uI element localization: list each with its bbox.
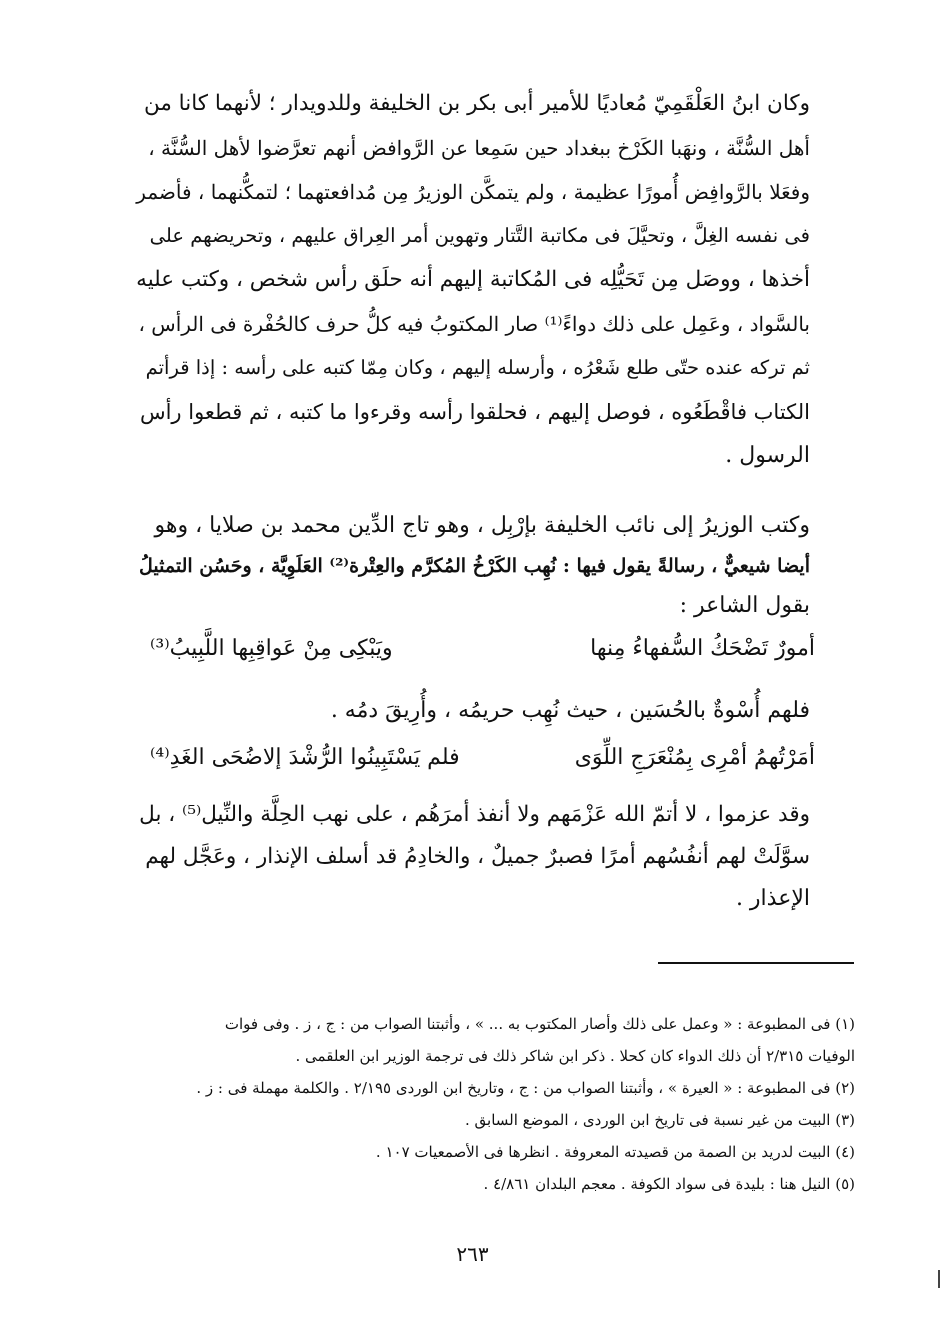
text-line: سوَّلَتْ لهم أنفُسُهم أمرًا فصبرٌ جميلٌ ، والخادِمُ قد أسلف الإنذار ، وعَجَّل لهم [145,844,810,869]
text-line: ثم تركه عنده حتّى طلع شَعْرُه ، وأرسله إليهم ، وكان مِمّا كتبه على رأسه : إذا قرأتم [145,356,810,379]
footnote-line: الوفيات ٢/٣١٥ أن ذلك الدواء كان كحلا . ذكر ابن شاكر ذلك فى ترجمة الوزير ابن العلقمى . [295,1047,855,1065]
text-line: أيضا شيعيٌّ ، رسالةً يقول فيها : نُهِب الكَرْخُ المُكرَّم والعِتْرة⁽²⁾ العَلَوِيَّة ، وحَسُن التمثيلُ [139,555,810,577]
text-line: وفعَلا بالرَّوافِض أُمورًا عظيمة ، ولم يتمكَّن الوزيرُ مِن مُدافعتهما ؛ لتمكُّنهما ، فأضمر [136,180,810,204]
footnote-line: (٣) البيت من غير نسبة فى تاريخ ابن الوردى ، الموضع السابق . [464,1111,855,1129]
text-line: بالسَّواد ، وعَمِل على ذلك دواءً⁽¹⁾ صار المكتوبُ فيه كلُّ حرف كالحُفْرة فى الرأس ، [138,312,810,336]
text-line: وكتب الوزيرُ إلى نائب الخليفة بإرْبِل ، وهو تاج الدِّين محمد بن صلايا ، وهو [154,513,810,538]
footnote-line: (١) فى المطبوعة : « وعمل على ذلك وأصار المكتوب به ... » ، وأثبتنا الصواب من : ج ، ز . وفى فوات [224,1015,855,1033]
page-number: ٢٦٣ [456,1242,489,1266]
text-line: أهل السُّنَّة ، ونهَبا الكَرْخ ببغداد حين سَمِعا عن الرَّوافض أنهم تعرَّضوا لأهل السُّنَّة ، [148,136,810,160]
verse-hemistich-1: أمَرْتُهمُ أمْرِى بِمُنْعَرَجِ اللِّوَى [574,745,815,770]
text-line: الإعذار . [735,886,810,911]
text-line: وقد عزموا ، لا أتمّ الله عَزْمَهم ولا أنفذ أمرَهُم ، على نهب الحِلَّة والنِّيل⁽⁵⁾ ، بل [139,802,810,827]
text-line: بقول الشاعر : [679,593,810,618]
text-line: وكان ابنُ العَلْقَمِيّ مُعاديًا للأمير أبى بكر بن الخليفة وللدويدار ؛ لأنهما كانا من [143,91,810,116]
text-line: أخذها ، ووصَل مِن تَحَيُّلِه فى المُكاتبة إليهم أنه حلَق رأس شخص ، وكتب عليه [136,267,810,292]
prose-line: فلهم أُسْوةٌ بالحُسَين ، حيث نُهِب حريمُه ، وأُرِيقَ دمُه . [330,698,810,723]
paragraph-3 [135,794,810,920]
scan-edge-mark [938,1270,940,1288]
footnotes [135,1008,855,1200]
footnote-line: (٢) فى المطبوعة : « العيرة » ، وأثبتنا الصواب من : ج ، وتاريخ ابن الوردى ٢/١٩٥ . والكلمة مهملة فى : ز . [196,1079,855,1097]
text-line: فى نفسه الغِلَّ ، وتحيَّلَ فى مكاتبة التَّتار وتهوين أمر العِراق عليهم ، وتحريضهم على [149,224,810,247]
text-line: الرسول . [725,443,810,468]
text-line: الكتاب فاقْطَعُوه ، فوصل إليهم ، فحلقوا رأسه وقرءوا ما كتبه ، ثم قطعوا رأس [139,400,810,424]
verse-hemistich-1: أمورٌ تَضْحَكُ السُّفهاءُ مِنها [590,636,815,661]
verse-hemistich-2: فلم يَسْتَبِينُوا الرُّشْدَ إلاضُحَى الغَدِ⁽⁴⁾ [150,745,460,770]
footnote-line: (٤) البيت لدريد بن الصمة من قصيدته المعروفة . انظرها فى الأصمعيات ١٠٧ . [375,1143,855,1161]
footnote-line: (٥) النيل هنا : بليدة فى سواد الكوفة . معجم البلدان ٤/٨٦١ . [483,1175,855,1193]
verse-hemistich-2: ويَبْكِى مِنْ عَواقِبِها اللَّبِيبُ⁽³⁾ [150,636,393,661]
footnote-separator [658,962,854,964]
paragraph-2 [135,506,810,626]
paragraph-1 [135,82,810,478]
